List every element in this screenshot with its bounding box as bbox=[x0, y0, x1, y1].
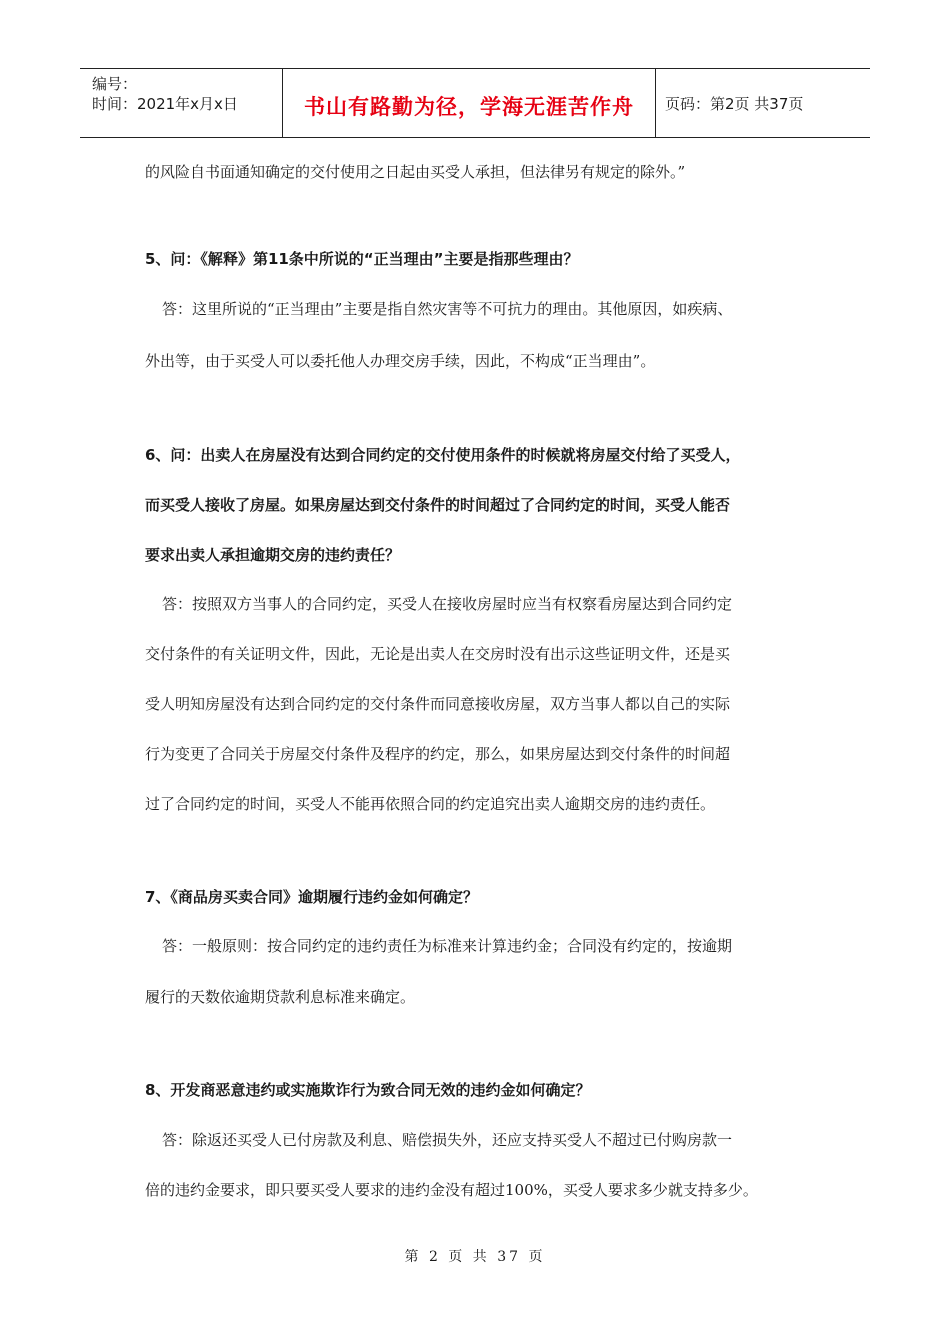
question-6: 6、问：出卖人在房屋没有达到合同约定的交付使用条件的时候就将房屋交付给了买受人， bbox=[145, 446, 741, 464]
answer-line: 答：除返还买受人已付房款及利息、赔偿损失外，还应支持买受人不超过已付购房款一 bbox=[162, 1131, 733, 1149]
answer-line: 履行的天数依逾期贷款利息标准来确定。 bbox=[145, 988, 416, 1006]
answer-line: 受人明知房屋没有达到合同约定的交付条件而同意接收房屋，双方当事人都以自己的实际 bbox=[145, 695, 731, 713]
paragraph-line: 的风险自书面通知确定的交付使用之日起由买受人承担，但法律另有规定的除外。” bbox=[145, 163, 686, 181]
page-footer: 第 2 页 共 37 页 bbox=[404, 1249, 546, 1265]
question-5: 5、问：《解释》第11条中所说的“正当理由”主要是指那些理由？ bbox=[145, 250, 579, 268]
answer-line: 过了合同约定的时间，买受人不能再依照合同的约定追究出卖人逾期交房的违约责任。 bbox=[145, 795, 716, 813]
question-6: 要求出卖人承担逾期交房的违约责任？ bbox=[145, 546, 401, 564]
header-motto-cell bbox=[282, 69, 656, 137]
page-header bbox=[80, 68, 870, 138]
number-label: 编号： bbox=[92, 75, 138, 93]
time-label: 时间：2021年x月x日 bbox=[92, 95, 238, 113]
header-page-cell bbox=[655, 69, 870, 137]
page-label: 页码：第2页 共37页 bbox=[665, 95, 804, 113]
question-8: 8、开发商恶意违约或实施欺诈行为致合同无效的违约金如何确定？ bbox=[145, 1081, 591, 1099]
header-meta bbox=[80, 69, 282, 137]
question-7: 7、《商品房买卖合同》逾期履行违约金如何确定？ bbox=[145, 888, 478, 906]
answer-line: 外出等，由于买受人可以委托他人办理交房手续，因此，不构成“正当理由”。 bbox=[145, 352, 656, 370]
answer-line: 答：按照双方当事人的合同约定，买受人在接收房屋时应当有权察看房屋达到合同约定 bbox=[162, 595, 733, 613]
answer-line: 行为变更了合同关于房屋交付条件及程序的约定，那么，如果房屋达到交付条件的时间超 bbox=[145, 745, 731, 763]
motto: 书山有路勤为径，学海无涯苦作舟 bbox=[304, 95, 634, 119]
answer-line: 答：这里所说的“正当理由”主要是指自然灾害等不可抗力的理由。其他原因，如疾病、 bbox=[162, 300, 733, 318]
answer-line: 答：一般原则：按合同约定的违约责任为标准来计算违约金；合同没有约定的，按逾期 bbox=[162, 937, 733, 955]
question-6: 而买受人接收了房屋。如果房屋达到交付条件的时间超过了合同约定的时间，买受人能否 bbox=[145, 496, 731, 514]
answer-line: 倍的违约金要求，即只要买受人要求的违约金没有超过100%，买受人要求多少就支持多少。 bbox=[145, 1181, 758, 1199]
answer-line: 交付条件的有关证明文件，因此，无论是出卖人在交房时没有出示这些证明文件，还是买 bbox=[145, 645, 731, 663]
